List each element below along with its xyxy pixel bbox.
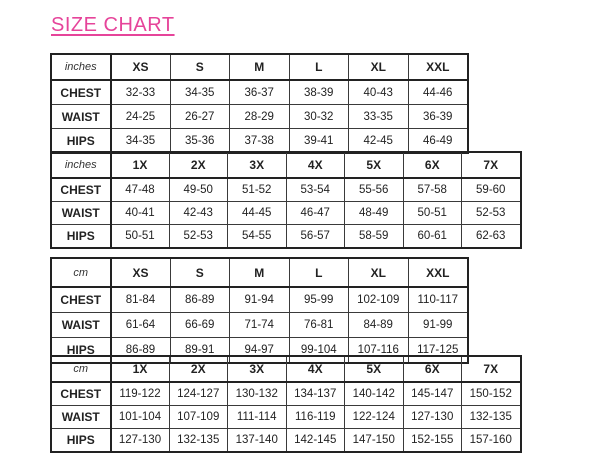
size-column-header: 3X <box>228 357 287 383</box>
size-column-header: 2X <box>169 153 228 179</box>
table-cell: 117-125 <box>408 338 468 363</box>
table-cell: 127-130 <box>403 406 462 429</box>
measurement-label: WAIST <box>52 313 111 338</box>
table-cell: 52-53 <box>462 202 521 225</box>
measurement-label: CHEST <box>52 178 111 202</box>
table-cell: 116-119 <box>286 406 345 429</box>
size-column-header: 2X <box>169 357 228 383</box>
table-cell: 86-89 <box>111 338 171 363</box>
table-cell: 50-51 <box>403 202 462 225</box>
unit-label: inches <box>52 55 111 81</box>
table-cell: 81-84 <box>111 287 171 313</box>
table-cell: 50-51 <box>111 225 170 248</box>
table-cell: 33-35 <box>349 105 409 129</box>
table-cell: 86-89 <box>170 287 230 313</box>
table-cell: 62-63 <box>462 225 521 248</box>
table-cell: 137-140 <box>228 429 287 452</box>
size-column-header: 4X <box>286 153 345 179</box>
measurement-label: WAIST <box>52 406 111 429</box>
table-cell: 24-25 <box>111 105 171 129</box>
table-cell: 111-114 <box>228 406 287 429</box>
table-cell: 76-81 <box>289 313 349 338</box>
table-cell: 44-45 <box>228 202 287 225</box>
table-cell: 44-46 <box>408 80 468 105</box>
table-cell: 34-35 <box>170 80 230 105</box>
page-title: SIZE CHART <box>51 14 175 36</box>
table-cell: 91-99 <box>408 313 468 338</box>
table-row <box>52 178 521 202</box>
table-cell: 48-49 <box>345 202 404 225</box>
table-cell: 99-104 <box>289 338 349 363</box>
table-row <box>52 287 468 313</box>
table-cell: 101-104 <box>111 406 170 429</box>
table-cell: 134-137 <box>286 382 345 406</box>
table-cell: 61-64 <box>111 313 171 338</box>
size-column-header: 7X <box>462 153 521 179</box>
table-cell: 59-60 <box>462 178 521 202</box>
table-cell: 46-47 <box>286 202 345 225</box>
table-cell: 26-27 <box>170 105 230 129</box>
size-column-header: M <box>230 55 290 81</box>
table-cell: 66-69 <box>170 313 230 338</box>
measurement-label: CHEST <box>52 382 111 406</box>
table-cell: 55-56 <box>345 178 404 202</box>
size-table-cm-plus <box>51 356 521 452</box>
table-cell: 37-38 <box>230 129 290 153</box>
table-row <box>52 202 521 225</box>
table-row <box>52 129 468 153</box>
table-cell: 40-43 <box>349 80 409 105</box>
size-column-header: 6X <box>403 153 462 179</box>
size-column-header: 5X <box>345 153 404 179</box>
table-cell: 127-130 <box>111 429 170 452</box>
table-cell: 107-109 <box>169 406 228 429</box>
table-header-row <box>52 357 521 383</box>
table-cell: 102-109 <box>349 287 409 313</box>
table-cell: 58-59 <box>345 225 404 248</box>
table-cell: 35-36 <box>170 129 230 153</box>
table-row <box>52 382 521 406</box>
size-column-header: M <box>230 259 290 288</box>
table-row <box>52 429 521 452</box>
table-header-row <box>52 55 468 81</box>
table-cell: 39-41 <box>289 129 349 153</box>
unit-label: cm <box>52 357 111 383</box>
table-cell: 42-45 <box>349 129 409 153</box>
size-column-header: XS <box>111 55 171 81</box>
measurement-label: HIPS <box>52 129 111 153</box>
table-cell: 60-61 <box>403 225 462 248</box>
size-column-header: 4X <box>286 357 345 383</box>
table-cell: 54-55 <box>228 225 287 248</box>
size-column-header: L <box>289 259 349 288</box>
table-row <box>52 225 521 248</box>
measurement-label: WAIST <box>52 105 111 129</box>
table-cell: 152-155 <box>403 429 462 452</box>
table-cell: 91-94 <box>230 287 290 313</box>
size-column-header: 3X <box>228 153 287 179</box>
table-cell: 150-152 <box>462 382 521 406</box>
table-cell: 40-41 <box>111 202 170 225</box>
table-cell: 84-89 <box>349 313 409 338</box>
table-cell: 36-37 <box>230 80 290 105</box>
measurement-label: HIPS <box>52 429 111 452</box>
size-column-header: XS <box>111 259 171 288</box>
table-cell: 56-57 <box>286 225 345 248</box>
table-row <box>52 105 468 129</box>
size-column-header: XXL <box>408 55 468 81</box>
table-cell: 95-99 <box>289 287 349 313</box>
table-cell: 49-50 <box>169 178 228 202</box>
size-column-header: 6X <box>403 357 462 383</box>
size-table-inches-plus <box>51 152 521 248</box>
size-column-header: 1X <box>111 357 170 383</box>
measurement-label: HIPS <box>52 225 111 248</box>
table-header-row <box>52 153 521 179</box>
table-cell: 132-135 <box>462 406 521 429</box>
size-column-header: XL <box>349 259 409 288</box>
table-cell: 132-135 <box>169 429 228 452</box>
measurement-label: WAIST <box>52 202 111 225</box>
table-cell: 28-29 <box>230 105 290 129</box>
table-cell: 110-117 <box>408 287 468 313</box>
table-cell: 107-116 <box>349 338 409 363</box>
table-cell: 142-145 <box>286 429 345 452</box>
table-cell: 89-91 <box>170 338 230 363</box>
table-cell: 36-39 <box>408 105 468 129</box>
size-column-header: S <box>170 259 230 288</box>
measurement-label: HIPS <box>52 338 111 363</box>
table-cell: 71-74 <box>230 313 290 338</box>
size-table-inches-standard <box>51 54 468 153</box>
table-cell: 124-127 <box>169 382 228 406</box>
size-column-header: XL <box>349 55 409 81</box>
table-cell: 53-54 <box>286 178 345 202</box>
table-cell: 130-132 <box>228 382 287 406</box>
table-cell: 30-32 <box>289 105 349 129</box>
size-column-header: S <box>170 55 230 81</box>
table-cell: 32-33 <box>111 80 171 105</box>
measurement-label: CHEST <box>52 287 111 313</box>
size-column-header: 7X <box>462 357 521 383</box>
table-header-row <box>52 259 468 288</box>
table-cell: 34-35 <box>111 129 171 153</box>
size-column-header: L <box>289 55 349 81</box>
size-column-header: 1X <box>111 153 170 179</box>
table-row <box>52 406 521 429</box>
table-cell: 46-49 <box>408 129 468 153</box>
table-cell: 38-39 <box>289 80 349 105</box>
table-cell: 42-43 <box>169 202 228 225</box>
table-cell: 119-122 <box>111 382 170 406</box>
unit-label: cm <box>52 259 111 288</box>
measurement-label: CHEST <box>52 80 111 105</box>
table-row <box>52 80 468 105</box>
table-cell: 147-150 <box>345 429 404 452</box>
table-cell: 145-147 <box>403 382 462 406</box>
table-cell: 140-142 <box>345 382 404 406</box>
table-cell: 157-160 <box>462 429 521 452</box>
table-cell: 52-53 <box>169 225 228 248</box>
size-table-cm-standard <box>51 258 468 363</box>
unit-label: inches <box>52 153 111 179</box>
size-column-header: 5X <box>345 357 404 383</box>
table-cell: 47-48 <box>111 178 170 202</box>
size-column-header: XXL <box>408 259 468 288</box>
table-cell: 51-52 <box>228 178 287 202</box>
table-cell: 57-58 <box>403 178 462 202</box>
table-cell: 94-97 <box>230 338 290 363</box>
table-row <box>52 313 468 338</box>
table-cell: 122-124 <box>345 406 404 429</box>
